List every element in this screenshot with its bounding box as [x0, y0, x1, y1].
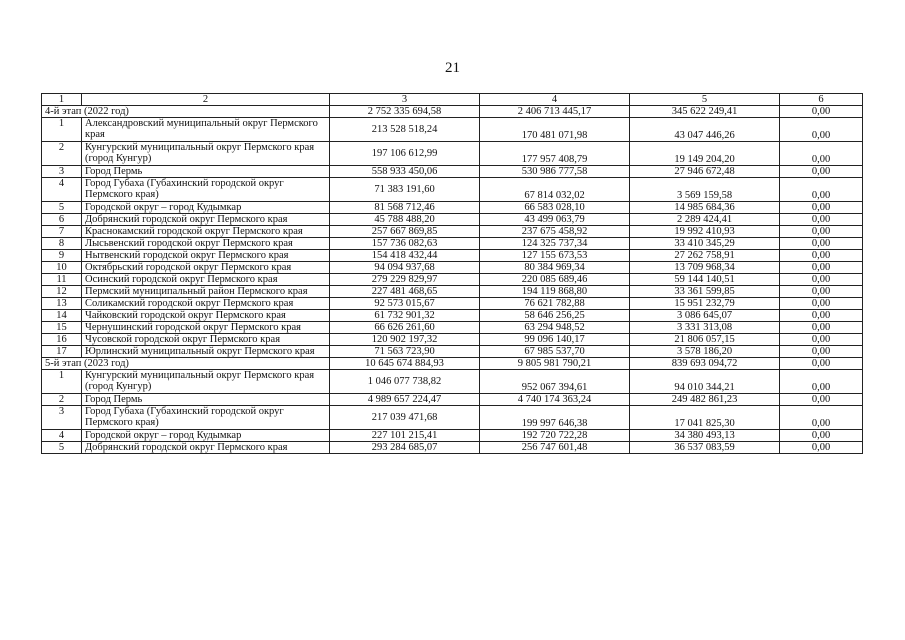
amount-col5-cell: 19 149 204,20 [630, 142, 780, 166]
row-number: 13 [42, 298, 82, 310]
amount-col4-cell: 67 814 032,02 [480, 178, 630, 202]
row-number: 2 [42, 394, 82, 406]
table-row [42, 394, 863, 406]
municipality-name: Кунгурский муниципальный округ Пермского края (город Кунгур) [82, 370, 330, 394]
amount-total-cell: 217 039 471,68 [330, 406, 480, 430]
row-number: 6 [42, 214, 82, 226]
amount-col4-cell: 220 085 689,46 [480, 274, 630, 286]
header-cell: 4 [480, 94, 630, 106]
table-body [42, 94, 863, 454]
table-row [42, 226, 863, 238]
amount-col5-cell: 34 380 493,13 [630, 430, 780, 442]
amount-col5-cell: 33 361 599,85 [630, 286, 780, 298]
amount-col6-cell: 0,00 [780, 298, 863, 310]
amount-col4-cell: 76 621 782,88 [480, 298, 630, 310]
table-row [42, 442, 863, 454]
table-row [42, 334, 863, 346]
row-number: 2 [42, 142, 82, 166]
row-number: 1 [42, 118, 82, 142]
amount-col5-cell: 27 946 672,48 [630, 166, 780, 178]
amount-total-cell: 1 046 077 738,82 [330, 370, 480, 394]
table-row [42, 322, 863, 334]
amount-col4-cell: 127 155 673,53 [480, 250, 630, 262]
amount-col5-cell: 19 992 410,93 [630, 226, 780, 238]
amount-col5-cell: 15 951 232,79 [630, 298, 780, 310]
amount-total-cell: 279 229 829,97 [330, 274, 480, 286]
table-row [42, 166, 863, 178]
amount-col4-cell: 124 325 737,34 [480, 238, 630, 250]
row-number: 4 [42, 430, 82, 442]
amount-col4-cell: 58 646 256,25 [480, 310, 630, 322]
amount-total-cell: 197 106 612,99 [330, 142, 480, 166]
municipality-name: Городской округ – город Кудымкар [82, 430, 330, 442]
municipality-name: Городской округ – город Кудымкар [82, 202, 330, 214]
page-number: 21 [445, 60, 460, 76]
amount-col6-cell: 0,00 [780, 310, 863, 322]
table-row [42, 406, 863, 430]
amount-total-cell: 120 902 197,32 [330, 334, 480, 346]
table-row [42, 286, 863, 298]
municipality-name: Город Пермь [82, 166, 330, 178]
row-number: 5 [42, 202, 82, 214]
amount-col5-cell: 36 537 083,59 [630, 442, 780, 454]
amount-col6-cell: 0,00 [780, 142, 863, 166]
municipality-name: Юрлинский муниципальный округ Пермского края [82, 346, 330, 358]
amount-col5-cell: 2 289 424,41 [630, 214, 780, 226]
table-row [42, 346, 863, 358]
amount-col4-cell: 170 481 071,98 [480, 118, 630, 142]
amount-col4-cell: 4 740 174 363,24 [480, 394, 630, 406]
amount-col6-cell: 0,00 [780, 226, 863, 238]
table-row [42, 274, 863, 286]
amount-col5-cell: 3 331 313,08 [630, 322, 780, 334]
amount-total-cell: 61 732 901,32 [330, 310, 480, 322]
municipality-name: Чусовской городской округ Пермского края [82, 334, 330, 346]
amount-col5-cell: 3 578 186,20 [630, 346, 780, 358]
amount-col5-cell: 33 410 345,29 [630, 238, 780, 250]
amount-col6-cell: 0,00 [780, 358, 863, 370]
municipality-name: Чайковский городской округ Пермского края [82, 310, 330, 322]
municipality-name: Кунгурский муниципальный округ Пермского края (город Кунгур) [82, 142, 330, 166]
municipality-name: Добрянский городской округ Пермского края [82, 442, 330, 454]
amount-total-cell: 4 989 657 224,47 [330, 394, 480, 406]
amount-col4-cell: 237 675 458,92 [480, 226, 630, 238]
header-cell: 1 [42, 94, 82, 106]
amount-col4-cell: 9 805 981 790,21 [480, 358, 630, 370]
amount-col4-cell: 530 986 777,58 [480, 166, 630, 178]
municipality-name: Нытвенский городской округ Пермского края [82, 250, 330, 262]
amount-col6-cell: 0,00 [780, 250, 863, 262]
table-row [42, 250, 863, 262]
amount-col4-cell: 66 583 028,10 [480, 202, 630, 214]
amount-col5-cell: 13 709 968,34 [630, 262, 780, 274]
amount-col6-cell: 0,00 [780, 238, 863, 250]
amount-col4-cell: 80 384 969,34 [480, 262, 630, 274]
table-header-row [42, 94, 863, 106]
amount-total-cell: 293 284 685,07 [330, 442, 480, 454]
amount-col4-cell: 43 499 063,79 [480, 214, 630, 226]
amount-col6-cell: 0,00 [780, 166, 863, 178]
amount-total-cell: 94 094 937,68 [330, 262, 480, 274]
amount-col6-cell: 0,00 [780, 286, 863, 298]
table-row [42, 298, 863, 310]
amount-col4-cell: 177 957 408,79 [480, 142, 630, 166]
stage-row [42, 106, 863, 118]
municipality-name: Осинский городской округ Пермского края [82, 274, 330, 286]
amount-col5-cell: 249 482 861,23 [630, 394, 780, 406]
amount-total-cell: 257 667 869,85 [330, 226, 480, 238]
amount-col6-cell: 0,00 [780, 406, 863, 430]
amount-col6-cell: 0,00 [780, 370, 863, 394]
amount-total-cell: 92 573 015,67 [330, 298, 480, 310]
amount-total-cell: 154 418 432,44 [330, 250, 480, 262]
amount-col6-cell: 0,00 [780, 178, 863, 202]
row-number: 1 [42, 370, 82, 394]
stage-label: 5-й этап (2023 год) [42, 358, 330, 370]
amount-col5-cell: 17 041 825,30 [630, 406, 780, 430]
amount-col5-cell: 3 569 159,58 [630, 178, 780, 202]
table-row [42, 142, 863, 166]
amount-total-cell: 71 383 191,60 [330, 178, 480, 202]
amount-col5-cell: 27 262 758,91 [630, 250, 780, 262]
stage-label: 4-й этап (2022 год) [42, 106, 330, 118]
row-number: 12 [42, 286, 82, 298]
table-row [42, 118, 863, 142]
amount-col5-cell: 21 806 057,15 [630, 334, 780, 346]
amount-col6-cell: 0,00 [780, 106, 863, 118]
amount-col5-cell: 839 693 094,72 [630, 358, 780, 370]
municipality-name: Пермский муниципальный район Пермского края [82, 286, 330, 298]
table-row [42, 310, 863, 322]
amount-col4-cell: 192 720 722,28 [480, 430, 630, 442]
row-number: 14 [42, 310, 82, 322]
row-number: 15 [42, 322, 82, 334]
municipality-name: Октябрьский городской округ Пермского края [82, 262, 330, 274]
municipality-name: Город Губаха (Губахинский городской округ Пермского края) [82, 406, 330, 430]
row-number: 10 [42, 262, 82, 274]
municipality-name: Город Пермь [82, 394, 330, 406]
table-row [42, 238, 863, 250]
header-cell: 2 [82, 94, 330, 106]
table-row [42, 178, 863, 202]
amount-col5-cell: 94 010 344,21 [630, 370, 780, 394]
amount-total-cell: 157 736 082,63 [330, 238, 480, 250]
row-number: 11 [42, 274, 82, 286]
municipality-name: Чернушинский городской округ Пермского края [82, 322, 330, 334]
amount-col4-cell: 99 096 140,17 [480, 334, 630, 346]
table-row [42, 370, 863, 394]
amount-col4-cell: 67 985 537,70 [480, 346, 630, 358]
row-number: 3 [42, 406, 82, 430]
amount-total-cell: 66 626 261,60 [330, 322, 480, 334]
amount-col5-cell: 345 622 249,41 [630, 106, 780, 118]
amount-col6-cell: 0,00 [780, 394, 863, 406]
amount-col4-cell: 199 997 646,38 [480, 406, 630, 430]
row-number: 9 [42, 250, 82, 262]
row-number: 3 [42, 166, 82, 178]
amount-col6-cell: 0,00 [780, 442, 863, 454]
stage-row [42, 358, 863, 370]
amount-col6-cell: 0,00 [780, 274, 863, 286]
amount-col6-cell: 0,00 [780, 262, 863, 274]
municipality-name: Лысьвенский городской округ Пермского края [82, 238, 330, 250]
row-number: 5 [42, 442, 82, 454]
table-row [42, 430, 863, 442]
amount-col4-cell: 256 747 601,48 [480, 442, 630, 454]
amount-total-cell: 213 528 518,24 [330, 118, 480, 142]
amount-total-cell: 2 752 335 694,58 [330, 106, 480, 118]
amount-col6-cell: 0,00 [780, 322, 863, 334]
row-number: 16 [42, 334, 82, 346]
amount-col6-cell: 0,00 [780, 214, 863, 226]
municipality-name: Добрянский городской округ Пермского края [82, 214, 330, 226]
table-row [42, 202, 863, 214]
amount-col5-cell: 14 985 684,36 [630, 202, 780, 214]
row-number: 8 [42, 238, 82, 250]
row-number: 7 [42, 226, 82, 238]
municipality-name: Александровский муниципальный округ Пермского края [82, 118, 330, 142]
amount-total-cell: 10 645 674 884,93 [330, 358, 480, 370]
amount-col4-cell: 63 294 948,52 [480, 322, 630, 334]
amount-total-cell: 45 788 488,20 [330, 214, 480, 226]
municipality-name: Соликамский городской округ Пермского края [82, 298, 330, 310]
header-cell: 5 [630, 94, 780, 106]
amount-col5-cell: 43 047 446,26 [630, 118, 780, 142]
amount-col5-cell: 3 086 645,07 [630, 310, 780, 322]
amount-total-cell: 558 933 450,06 [330, 166, 480, 178]
amount-col4-cell: 2 406 713 445,17 [480, 106, 630, 118]
municipality-name: Краснокамский городской округ Пермского края [82, 226, 330, 238]
funding-table [41, 93, 863, 454]
amount-col4-cell: 194 119 868,80 [480, 286, 630, 298]
amount-total-cell: 227 101 215,41 [330, 430, 480, 442]
amount-col5-cell: 59 144 140,51 [630, 274, 780, 286]
amount-total-cell: 227 481 468,65 [330, 286, 480, 298]
header-cell: 3 [330, 94, 480, 106]
table-row [42, 262, 863, 274]
row-number: 4 [42, 178, 82, 202]
header-cell: 6 [780, 94, 863, 106]
amount-total-cell: 71 563 723,90 [330, 346, 480, 358]
row-number: 17 [42, 346, 82, 358]
amount-col6-cell: 0,00 [780, 118, 863, 142]
amount-col6-cell: 0,00 [780, 346, 863, 358]
municipality-name: Город Губаха (Губахинский городской округ Пермского края) [82, 178, 330, 202]
table-row [42, 214, 863, 226]
amount-col6-cell: 0,00 [780, 202, 863, 214]
amount-col6-cell: 0,00 [780, 430, 863, 442]
amount-col6-cell: 0,00 [780, 334, 863, 346]
amount-total-cell: 81 568 712,46 [330, 202, 480, 214]
amount-col4-cell: 952 067 394,61 [480, 370, 630, 394]
